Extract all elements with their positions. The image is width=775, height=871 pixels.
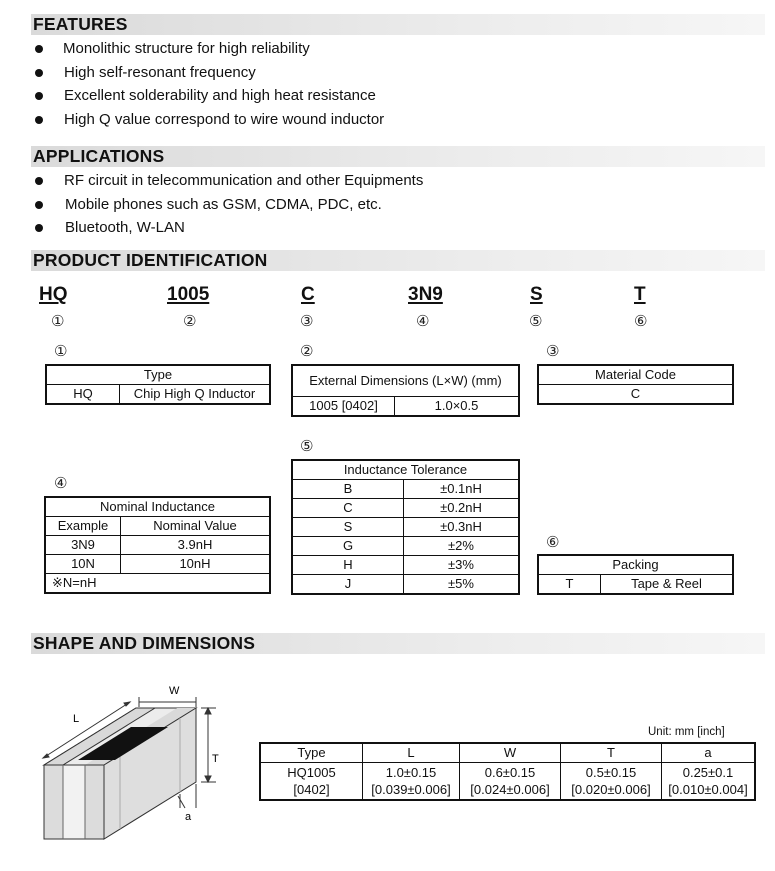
dim-header: L xyxy=(363,743,460,763)
nominal-col1: Example xyxy=(45,517,121,536)
table-cell: ±0.2nH xyxy=(404,499,520,518)
dim-value: 0.6±0.15 xyxy=(484,765,536,780)
code-number: ⑤ xyxy=(529,312,543,330)
list-item: Monolithic structure for high reliability xyxy=(35,37,384,61)
packing-table-number: ⑥ xyxy=(546,533,560,551)
code-number: ② xyxy=(183,312,197,330)
table-cell: ±0.1nH xyxy=(404,480,520,499)
unit-label: Unit: mm [inch] xyxy=(648,726,725,738)
dim-header: a xyxy=(662,743,756,763)
list-item: RF circuit in telecommunication and other Equipments xyxy=(35,169,423,193)
chip-diagram xyxy=(30,680,230,855)
dimensions-table xyxy=(259,742,756,801)
dim-header: T xyxy=(561,743,662,763)
ext-dim-table-number: ② xyxy=(300,342,314,360)
dim-value: HQ1005 xyxy=(287,765,336,780)
table-cell: H xyxy=(292,556,404,575)
type-desc: Chip High Q Inductor xyxy=(120,385,271,405)
code-segment: 3N9 xyxy=(408,284,443,305)
table-cell: B xyxy=(292,480,404,499)
table-cell: C xyxy=(292,499,404,518)
tolerance-table-number: ⑤ xyxy=(300,437,314,455)
applications-heading-band xyxy=(31,146,765,167)
list-item: High Q value correspond to wire wound inductor xyxy=(35,108,384,132)
features-heading: FEATURES xyxy=(33,14,128,34)
ext-dim-title: External Dimensions (L×W) (mm) xyxy=(292,365,519,397)
applications-list xyxy=(35,169,423,240)
dim-header: W xyxy=(460,743,561,763)
table-cell: ±0.3nH xyxy=(404,518,520,537)
nominal-table-number: ④ xyxy=(54,474,68,492)
dim-cell-W xyxy=(460,763,561,801)
dim-cell-L xyxy=(363,763,460,801)
table-cell: ±3% xyxy=(404,556,520,575)
list-item: Mobile phones such as GSM, CDMA, PDC, etc. xyxy=(35,193,423,217)
nominal-title: Nominal Inductance xyxy=(45,497,270,517)
applications-heading: APPLICATIONS xyxy=(33,146,165,166)
table-cell: ±5% xyxy=(404,575,520,595)
dim-label-a: a xyxy=(185,811,192,823)
code-segment: 1005 xyxy=(167,284,210,305)
code-number: ④ xyxy=(416,312,430,330)
code-segment: T xyxy=(634,284,646,305)
tolerance-title: Inductance Tolerance xyxy=(292,460,519,480)
ext-dim-code: 1005 [0402] xyxy=(292,397,395,417)
list-item: Bluetooth, W-LAN xyxy=(35,216,423,240)
table-cell: 10nH xyxy=(121,555,271,574)
table-cell: 10N xyxy=(45,555,121,574)
features-list xyxy=(35,37,384,131)
type-code: HQ xyxy=(46,385,120,405)
dim-cell-a xyxy=(662,763,756,801)
list-item: Excellent solderability and high heat resistance xyxy=(35,84,384,108)
table-cell: ±2% xyxy=(404,537,520,556)
dim-value: [0.020±0.006] xyxy=(571,782,651,797)
dim-value: [0.039±0.006] xyxy=(371,782,451,797)
dim-value: 1.0±0.15 xyxy=(385,765,437,780)
code-number: ⑥ xyxy=(634,312,648,330)
type-table xyxy=(45,364,271,405)
dim-label-T: T xyxy=(212,753,219,765)
table-cell: S xyxy=(292,518,404,537)
type-table-number: ① xyxy=(54,342,68,360)
dim-cell-type xyxy=(260,763,363,801)
table-cell: G xyxy=(292,537,404,556)
dim-label-L: L xyxy=(73,713,80,725)
dim-value: [0.024±0.006] xyxy=(470,782,550,797)
dim-value: [0.010±0.004] xyxy=(668,782,748,797)
dim-value: 0.25±0.1 xyxy=(682,765,734,780)
nominal-note: ※N=nH xyxy=(45,574,270,594)
shape-heading: SHAPE AND DIMENSIONS xyxy=(33,633,256,653)
nominal-col2: Nominal Value xyxy=(121,517,271,536)
product-id-heading: PRODUCT IDENTIFICATION xyxy=(33,250,268,270)
packing-title: Packing xyxy=(538,555,733,575)
material-table-number: ③ xyxy=(546,342,560,360)
table-cell: 3.9nH xyxy=(121,536,271,555)
ext-dim-value: 1.0×0.5 xyxy=(395,397,520,417)
dim-header: Type xyxy=(260,743,363,763)
shape-heading-band xyxy=(31,633,765,654)
ext-dim-table xyxy=(291,364,520,417)
list-item: High self-resonant frequency xyxy=(35,61,384,85)
code-number: ③ xyxy=(300,312,314,330)
packing-table xyxy=(537,554,734,595)
product-id-heading-band xyxy=(31,250,765,271)
material-table xyxy=(537,364,734,405)
tolerance-table xyxy=(291,459,520,595)
packing-desc: Tape & Reel xyxy=(601,575,734,595)
material-title: Material Code xyxy=(538,365,733,385)
material-value: C xyxy=(538,385,733,405)
type-table-title: Type xyxy=(46,365,270,385)
nominal-table xyxy=(44,496,271,594)
features-heading-band xyxy=(31,14,765,35)
table-cell: J xyxy=(292,575,404,595)
dim-value: [0402] xyxy=(293,782,330,797)
code-segment: HQ xyxy=(39,284,68,305)
dim-cell-T xyxy=(561,763,662,801)
dim-label-W: W xyxy=(169,685,180,697)
code-number: ① xyxy=(51,312,65,330)
code-segment: C xyxy=(301,284,315,305)
dim-value: 0.5±0.15 xyxy=(585,765,637,780)
packing-code: T xyxy=(538,575,601,595)
table-cell: 3N9 xyxy=(45,536,121,555)
code-segment: S xyxy=(530,284,543,305)
